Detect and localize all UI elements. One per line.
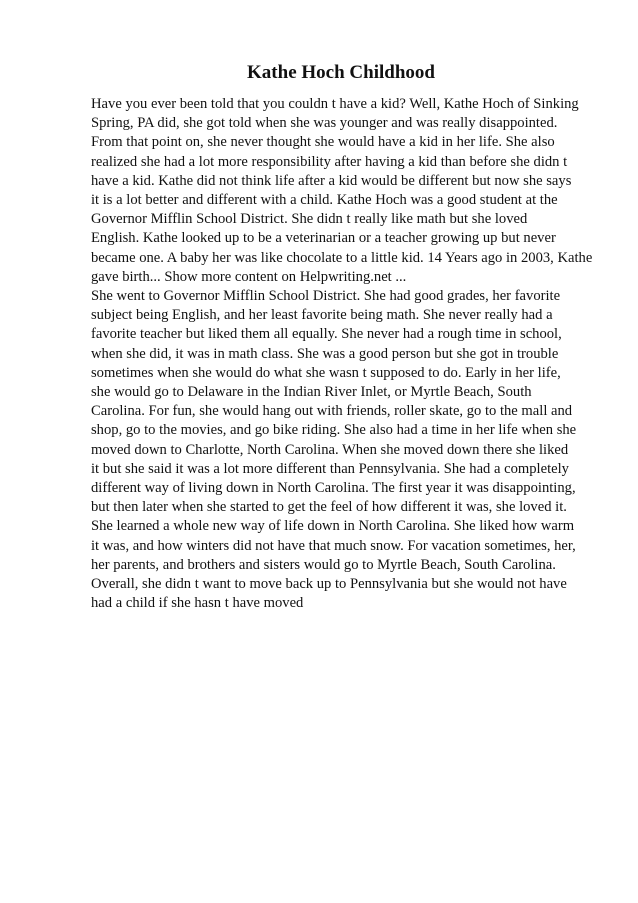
text-line: but then later when she started to get the feel of how different it was, she loved it.	[91, 499, 567, 516]
text-line: Have you ever been told that you couldn t have a kid? Well, Kathe Hoch of Sinking	[91, 96, 579, 112]
text-line: Overall, she didn t want to move back up to Pennsylvania but she would not have	[91, 576, 567, 593]
text-line: have a kid. Kathe did not think life after a kid would be different but now she says	[91, 172, 572, 189]
text-line: She learned a whole new way of life down in North Carolina. She liked how warm	[91, 518, 575, 535]
text-line: English. Kathe looked up to be a veterinarian or a teacher growing up but never	[91, 230, 556, 247]
text-line: she would go to Delaware in the Indian River Inlet, or Myrtle Beach, South	[91, 384, 532, 401]
text-line: different way of living down in North Carolina. The first year it was disappointing,	[91, 480, 576, 497]
text-line: sometimes when she would do what she wasn t supposed to do. Early in her life,	[91, 364, 561, 381]
text-line: became one. A baby her was like chocolate to a little kid. 14 Years ago in 2003, Kathe	[91, 249, 593, 266]
text-line: moved down to Charlotte, North Carolina. When she moved down there she liked	[91, 441, 569, 458]
text-line: her parents, and brothers and sisters would go to Myrtle Beach, South Carolina.	[91, 556, 556, 573]
text-line: it but she said it was a lot more different than Pennsylvania. She had a completely	[91, 460, 569, 477]
text-line: Carolina. For fun, she would hang out with friends, roller skate, go to the mall and	[91, 403, 573, 420]
text-line: realized she had a lot more responsibility after having a kid than before she didn t	[91, 153, 568, 170]
page-title: Kathe Hoch Childhood	[247, 62, 435, 83]
text-line: She went to Governor Mifflin School District. She had good grades, her favorite	[91, 288, 561, 305]
text-line: had a child if she hasn t have moved	[91, 595, 304, 612]
text-line: subject being English, and her least favorite being math. She never really had a	[91, 307, 553, 324]
text-line: when she did, it was in math class. She was a good person but she got in trouble	[91, 345, 559, 362]
text-line: gave birth... Show more content on Helpwriting.net ...	[91, 268, 407, 285]
text-line: From that point on, she never thought she would have a kid in her life. She also	[91, 134, 555, 151]
text-line: Governor Mifflin School District. She didn t really like math but she loved	[91, 211, 528, 228]
article-body	[91, 95, 611, 613]
text-line: shop, go to the movies, and go bike riding. She also had a time in her life when she	[91, 422, 577, 439]
text-line: Spring, PA did, she got told when she was younger and was really disappointed.	[91, 115, 558, 132]
text-line: favorite teacher but liked them all equally. She never had a rough time in school,	[91, 326, 562, 343]
text-line: it is a lot better and different with a child. Kathe Hoch was a good student at the	[91, 192, 558, 209]
text-line: it was, and how winters did not have that much snow. For vacation sometimes, her,	[91, 537, 576, 554]
